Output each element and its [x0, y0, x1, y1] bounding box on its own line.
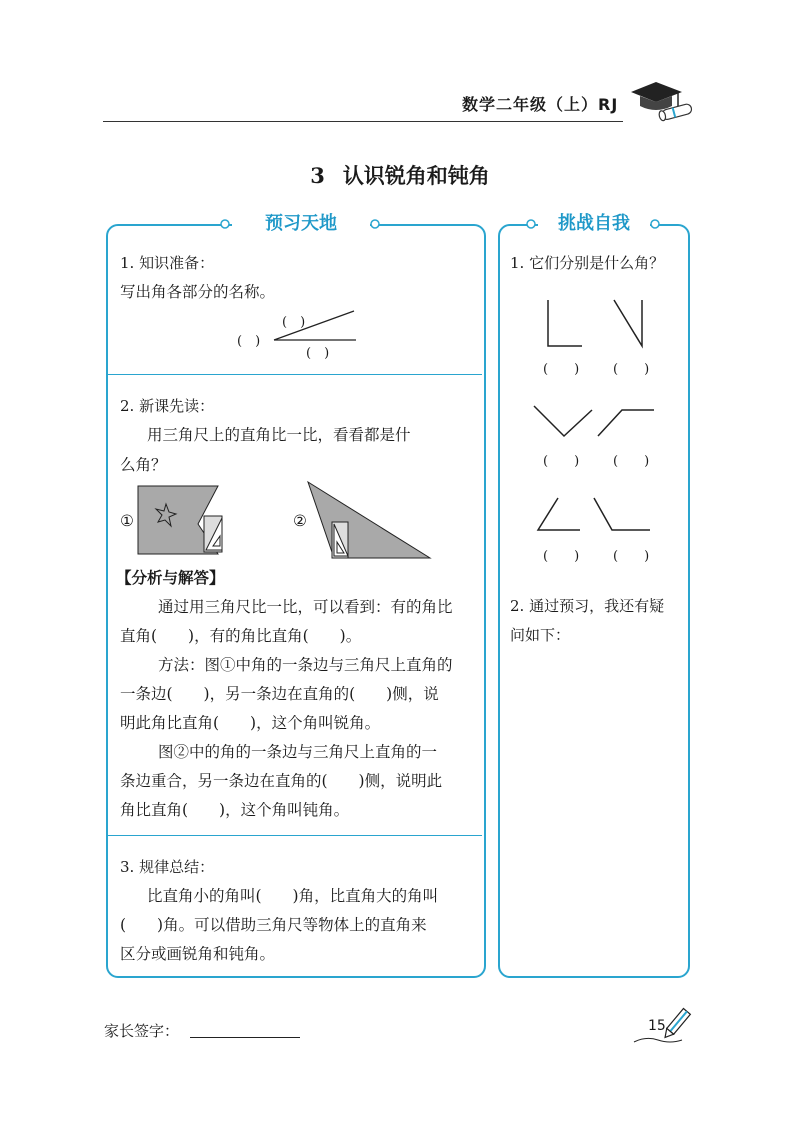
figure-2-label: ②: [293, 512, 307, 530]
challenge-question-2-cont: 问如下：: [510, 626, 571, 644]
lesson-title: [0, 160, 800, 190]
method-line: 一条边( )，另一条边在直角的( )侧，说: [120, 685, 439, 703]
header-rule: [103, 121, 623, 122]
question-line: 么角？: [120, 456, 167, 474]
side-blank: ( ): [282, 315, 306, 330]
figure-2: [304, 480, 434, 562]
method-line: 角比直角( )，这个角叫钝角。: [120, 801, 350, 819]
deco-circle-icon: [368, 217, 382, 231]
answer-blank: ( ): [613, 549, 650, 564]
question-line: 用三角尺上的直角比一比，看看都是什: [147, 426, 411, 444]
method-line: 明此角比直角( )，这个角叫锐角。: [120, 714, 381, 732]
deco-circle-icon: [218, 217, 232, 231]
challenge-question-2: 2. 通过预习，我还有疑: [510, 597, 665, 615]
summary-line: 比直角小的角叫( )角，比直角大的角叫: [147, 887, 439, 905]
side-blank: ( ): [306, 346, 330, 361]
analysis-title: 【分析与解答】: [116, 568, 225, 587]
method-line: 条边重合，另一条边在直角的( )侧，说明此: [120, 772, 443, 790]
page-number: 15: [648, 1018, 666, 1034]
challenge-question-1: 1. 它们分别是什么角？: [510, 254, 665, 272]
method-line: 方法：图①中角的一条边与三角尺上直角的: [158, 656, 453, 674]
preview-box-label: 预习天地: [232, 210, 370, 238]
analysis-line: 通过用三角尺比一比，可以看到：有的角比: [158, 598, 453, 616]
pencil-icon: [632, 1006, 694, 1048]
section-1-instruction: 写出角各部分的名称。: [120, 283, 276, 301]
analysis-line: 直角( )，有的角比直角( )。: [120, 627, 362, 645]
divider: [108, 374, 482, 375]
answer-blank: ( ): [613, 362, 650, 377]
signature-line[interactable]: [190, 1037, 300, 1038]
vertex-blank: ( ): [237, 334, 261, 349]
section-2-title: 2. 新课先读：: [120, 397, 215, 415]
challenge-box-label: 挑战自我: [538, 210, 650, 238]
answer-blank: ( ): [613, 454, 650, 469]
summary-line: 区分或画锐角和钝角。: [120, 945, 276, 963]
parent-signature-label: 家长签字：: [104, 1022, 180, 1040]
deco-circle-icon: [524, 217, 538, 231]
summary-line: ( )角。可以借助三角尺等物体上的直角来: [120, 916, 427, 934]
answer-blank: ( ): [543, 549, 580, 564]
answer-blank: ( ): [543, 362, 580, 377]
divider: [108, 835, 482, 836]
angle-shapes-row-1: [530, 296, 660, 352]
lesson-title-text: 认识锐角和钝角: [342, 164, 490, 188]
graduation-cap-icon: [626, 78, 696, 122]
method-line: 图②中的角的一条边与三角尺上直角的一: [158, 743, 438, 761]
angle-shapes-row-3: [530, 494, 660, 536]
book-header: 数学二年级（上）RJ: [462, 95, 619, 114]
figure-1-label: ①: [120, 512, 134, 530]
section-1-title: 1. 知识准备：: [120, 254, 215, 272]
figure-1: [136, 484, 226, 558]
lesson-number: 3: [310, 163, 325, 188]
answer-blank: ( ): [543, 454, 580, 469]
angle-shapes-row-2: [530, 402, 660, 442]
section-3-title: 3. 规律总结：: [120, 858, 215, 876]
deco-circle-icon: [648, 217, 662, 231]
